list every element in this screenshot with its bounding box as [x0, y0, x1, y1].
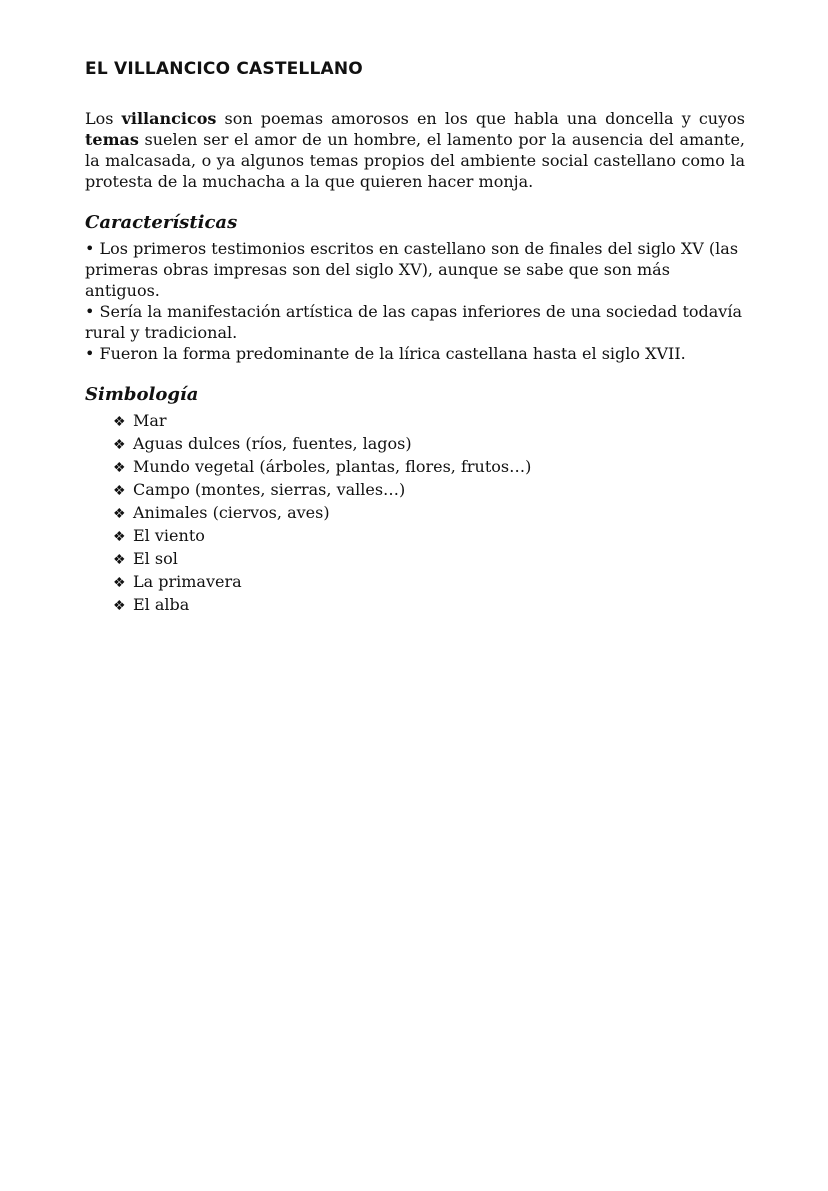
list-item-text: Mundo vegetal (árboles, plantas, flores, frutos…)	[133, 457, 532, 476]
list-item: • Sería la manifestación artística de las capas inferiores de una sociedad todavía rural y tradicional.	[85, 302, 742, 342]
intro-text: Los	[85, 109, 122, 128]
diamond-bullet-icon: ❖	[113, 529, 126, 545]
list-item-text: Aguas dulces (ríos, fuentes, lagos)	[133, 434, 412, 453]
intro-bold-term: temas	[85, 130, 139, 149]
list-item	[113, 571, 745, 594]
symbology-list	[113, 410, 745, 617]
list-item	[113, 594, 745, 617]
diamond-bullet-icon: ❖	[113, 437, 126, 453]
list-item	[113, 456, 745, 479]
characteristics-heading: Características	[85, 212, 238, 233]
intro-text: son poemas amorosos en los que habla una doncella y cuyos	[216, 109, 745, 128]
list-item	[113, 548, 745, 571]
list-item-text: El sol	[133, 549, 178, 568]
list-item-text: Animales (ciervos, aves)	[133, 503, 330, 522]
characteristics-list	[85, 238, 745, 364]
diamond-bullet-icon: ❖	[113, 552, 126, 568]
list-item-text: El alba	[133, 595, 190, 614]
list-item: • Los primeros testimonios escritos en castellano son de finales del siglo XV (las primeras obras impresas son del siglo XV), aunque se sabe que son más antiguos.	[85, 239, 739, 300]
intro-paragraph	[85, 108, 745, 192]
intro-bold-term: villancicos	[121, 109, 217, 128]
list-item	[113, 502, 745, 525]
intro-text: suelen ser el amor de un hombre, el lamento por la ausencia del amante, la malcasada, o ya algunos temas propios del ambiente social castellano como la protesta de la muchacha a la que quieren hacer monja.	[85, 130, 745, 191]
diamond-bullet-icon: ❖	[113, 460, 126, 476]
diamond-bullet-icon: ❖	[113, 598, 126, 614]
diamond-bullet-icon: ❖	[113, 483, 126, 499]
diamond-bullet-icon: ❖	[113, 506, 126, 522]
diamond-bullet-icon: ❖	[113, 414, 126, 430]
symbology-heading: Simbología	[85, 384, 199, 405]
list-item	[113, 525, 745, 548]
list-item: • Fueron la forma predominante de la lírica castellana hasta el siglo XVII.	[85, 344, 686, 363]
list-item-text: El viento	[133, 526, 205, 545]
document-page	[85, 58, 745, 617]
list-item-text: Campo (montes, sierras, valles…)	[133, 480, 406, 499]
list-item	[113, 479, 745, 502]
list-item	[113, 433, 745, 456]
list-item-text: La primavera	[133, 572, 242, 591]
list-item-text: Mar	[133, 411, 167, 430]
document-title: EL VILLANCICO CASTELLANO	[85, 59, 363, 79]
diamond-bullet-icon: ❖	[113, 575, 126, 591]
list-item	[113, 410, 745, 433]
